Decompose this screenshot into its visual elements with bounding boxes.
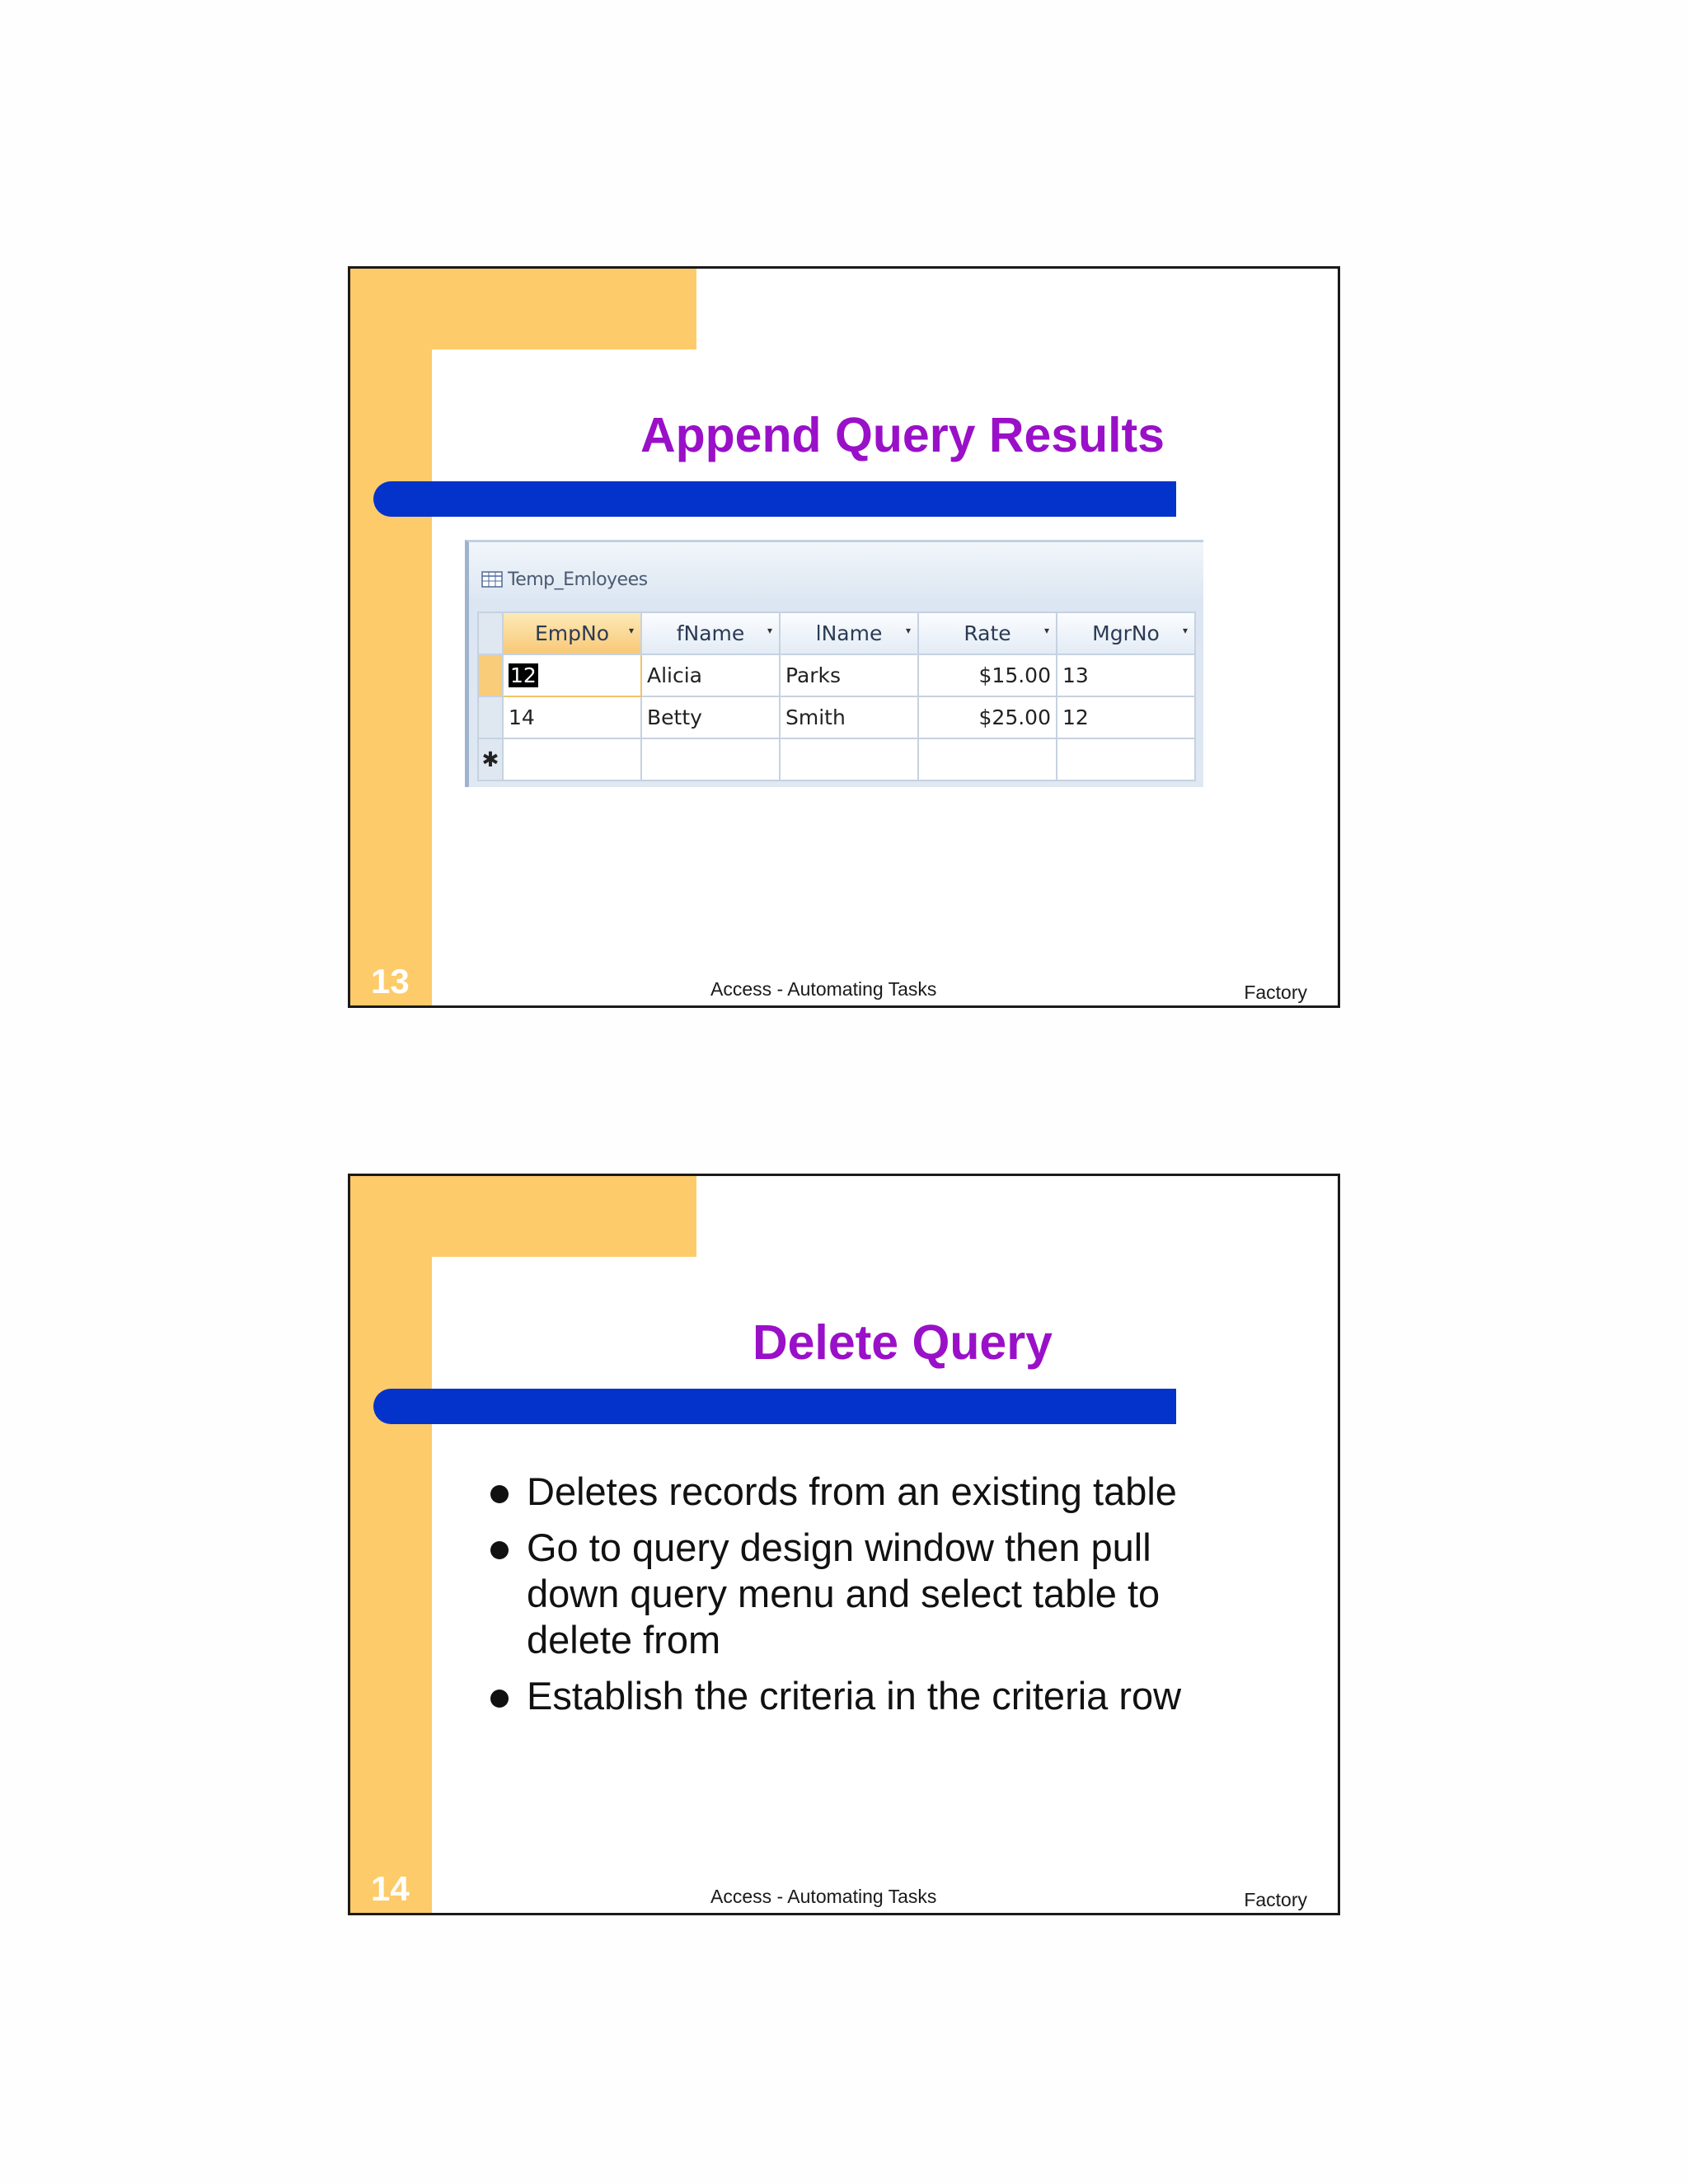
record-selector[interactable]: [478, 696, 503, 738]
gold-top-tab: [350, 269, 696, 349]
cell-mgrno[interactable]: 13: [1057, 654, 1195, 696]
list-item: Go to query design window then pull down query menu and select table to delete from: [489, 1525, 1231, 1663]
record-selector[interactable]: [478, 654, 503, 696]
gold-top-tab: [350, 1176, 696, 1257]
datasheet-caption-text: Temp_Emloyees: [508, 569, 648, 590]
column-header-mgrno[interactable]: MgrNo ▾: [1057, 612, 1195, 654]
footer-right-text: Factory: [1244, 1889, 1307, 1910]
table-icon: [481, 571, 503, 588]
cell-fname[interactable]: Betty: [641, 696, 780, 738]
column-header-rate[interactable]: Rate ▾: [918, 612, 1057, 654]
new-cell[interactable]: [918, 738, 1057, 780]
cell-mgrno[interactable]: 12: [1057, 696, 1195, 738]
cell-lname[interactable]: Parks: [780, 654, 918, 696]
column-header-lname[interactable]: lName ▾: [780, 612, 918, 654]
bullet-dot-icon: [490, 1485, 509, 1503]
slide-14: [348, 1174, 1340, 1915]
gold-side-band: [350, 269, 432, 1008]
footer-title: Access - Automating Tasks: [710, 1886, 937, 1907]
datasheet-caption: [481, 567, 648, 592]
dropdown-arrow-icon: ▾: [905, 625, 911, 636]
datasheet-table: [477, 612, 1196, 781]
title-underline-bar: [373, 481, 1176, 517]
dropdown-arrow-icon: ▾: [1043, 625, 1049, 636]
column-header-empno[interactable]: EmpNo ▾: [503, 612, 641, 654]
cell-lname[interactable]: Smith: [780, 696, 918, 738]
slide-number: 13: [371, 962, 410, 1001]
cell-empno[interactable]: 12: [503, 654, 641, 696]
new-cell[interactable]: [503, 738, 641, 780]
dropdown-arrow-icon: ▾: [1182, 625, 1188, 636]
new-cell[interactable]: [780, 738, 918, 780]
cell-empno[interactable]: 14: [503, 696, 641, 738]
slide-title: Delete Query: [753, 1315, 1053, 1370]
footer-right-text: Factory: [1244, 982, 1307, 1003]
table-row[interactable]: [478, 696, 1195, 738]
bullet-dot-icon: [490, 1541, 509, 1559]
header-row: [478, 612, 1195, 654]
bullet-list: [489, 1469, 1231, 1729]
cell-rate[interactable]: $15.00: [918, 654, 1057, 696]
bullet-dot-icon: [490, 1690, 509, 1708]
datasheet-screenshot: [465, 540, 1203, 787]
cell-rate[interactable]: $25.00: [918, 696, 1057, 738]
footer-title: Access - Automating Tasks: [710, 978, 937, 1000]
slide-number: 14: [371, 1869, 410, 1908]
select-all-corner[interactable]: [478, 612, 503, 654]
title-underline-bar: [373, 1389, 1176, 1424]
new-record-row[interactable]: [478, 738, 1195, 780]
list-item: Establish the criteria in the criteria row: [489, 1673, 1231, 1719]
list-item: Deletes records from an existing table: [489, 1469, 1231, 1515]
slide-title: Append Query Results: [640, 408, 1165, 462]
table-row[interactable]: [478, 654, 1195, 696]
slide-13: [348, 266, 1340, 1008]
new-cell[interactable]: [1057, 738, 1195, 780]
new-record-icon: ✱: [478, 738, 503, 780]
cell-fname[interactable]: Alicia: [641, 654, 780, 696]
new-cell[interactable]: [641, 738, 780, 780]
dropdown-arrow-icon: ▾: [767, 625, 772, 636]
dropdown-arrow-icon: ▾: [628, 625, 634, 636]
gold-side-band: [350, 1176, 432, 1915]
column-header-fname[interactable]: fName ▾: [641, 612, 780, 654]
